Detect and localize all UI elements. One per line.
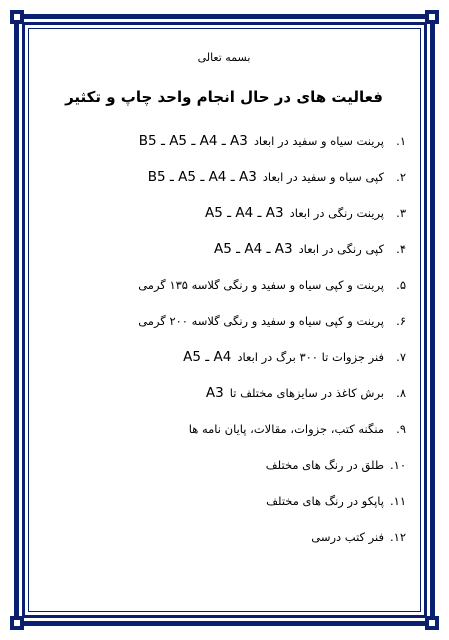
list-item-text: فنر کتب درسی — [311, 530, 384, 544]
list-item-text: منگنه کتب، جزوات، مقالات، پایان نامه ها — [188, 422, 384, 436]
list-item — [40, 456, 406, 492]
page-title: فعالیت های در حال انجام واحد چاپ و تکثیر — [65, 88, 383, 106]
list-item-number: ۱۰. — [389, 458, 406, 472]
list-item-number: ۵. — [396, 278, 406, 292]
list-item-number: ۴. — [396, 242, 406, 256]
list-item-text: کپی رنگی در ابعاد — [298, 242, 384, 256]
list-item-paper-sizes: A5 ـ A4 — [183, 349, 232, 365]
list-item-number: ۱۱. — [389, 494, 406, 508]
border-corner-ornament — [10, 616, 24, 630]
list-item-number: ۲. — [396, 170, 406, 184]
list-item-text: پاپکو در رنگ های مختلف — [266, 494, 384, 508]
list-item — [40, 348, 406, 384]
list-item-paper-sizes: A3 — [205, 385, 224, 401]
list-item — [40, 240, 406, 276]
list-item-number: ۳. — [396, 206, 406, 220]
list-item-text: پرینت و کپی سیاه و سفید و رنگی گلاسه ۱۳۵ گرمی — [138, 278, 384, 292]
list-item-number: ۱. — [396, 134, 406, 148]
list-item-number: ۶. — [396, 314, 406, 328]
list-item-paper-sizes: B5 ـ A5 ـ A4 ـ A3 — [147, 169, 257, 185]
list-item-number: ۸. — [396, 386, 406, 400]
list-item-paper-sizes: A5 ـ A4 ـ A3 — [204, 205, 284, 221]
list-item-text: پرینت رنگی در ابعاد — [289, 206, 384, 220]
basmala-heading: بسمه تعالی — [197, 51, 251, 64]
list-item-number: ۱۲. — [389, 530, 406, 544]
list-item-text: پرینت سیاه و سفید در ابعاد — [253, 134, 384, 148]
border-corner-ornament — [425, 616, 439, 630]
list-item-paper-sizes: B5 ـ A5 ـ A4 ـ A3 — [138, 133, 248, 149]
list-item — [40, 312, 406, 348]
border-corner-ornament — [425, 10, 439, 24]
list-item-number: ۷. — [396, 350, 406, 364]
list-item-text: کپی سیاه و سفید در ابعاد — [262, 170, 384, 184]
list-item — [40, 276, 406, 312]
list-item-number: ۹. — [396, 422, 406, 436]
list-item-text: طلق در رنگ های مختلف — [265, 458, 384, 472]
list-item — [40, 492, 406, 528]
services-list — [40, 132, 406, 564]
list-item-paper-sizes: A5 ـ A4 ـ A3 — [213, 241, 293, 257]
document-content — [40, 40, 408, 600]
list-item — [40, 168, 406, 204]
list-item-text: برش کاغذ در سایزهای مختلف تا — [229, 386, 384, 400]
list-item — [40, 420, 406, 456]
list-item — [40, 204, 406, 240]
list-item — [40, 528, 406, 564]
list-item — [40, 384, 406, 420]
list-item-text: فنر جزوات تا ۳۰۰ برگ در ابعاد — [237, 350, 384, 364]
border-corner-ornament — [10, 10, 24, 24]
list-item — [40, 132, 406, 168]
list-item-text: پرینت و کپی سیاه و سفید و رنگی گلاسه ۲۰۰ گرمی — [138, 314, 384, 328]
